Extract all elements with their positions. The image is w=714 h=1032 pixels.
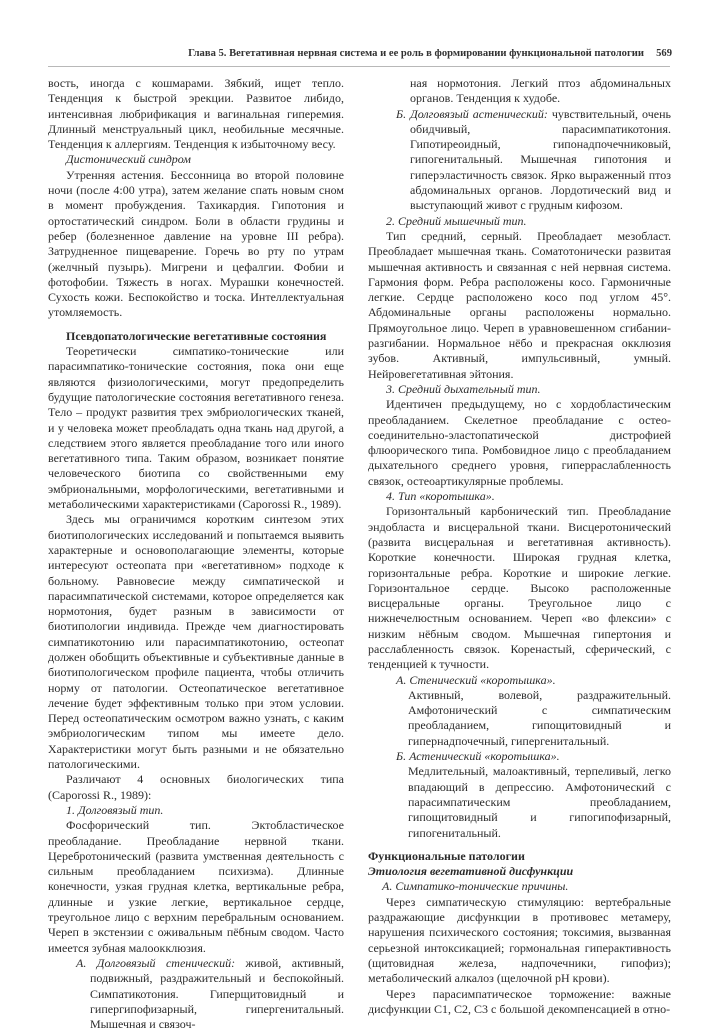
running-title: Глава 5. Вегетативная нервная система и ее роль в формировании функциональной патологии [188, 48, 644, 59]
section-heading-etiology: Этиология вегетативной дисфункции [368, 864, 574, 879]
subtype-b [396, 106, 671, 214]
paragraph: Идентичен предыдущему, но с хордобластическим преобладанием. Скелетное преобладание с остео-соединительно-эластопатической дистрофией флюорического типа. Ромбовидное лицо с преобладанием дыхательного среднего уровня, гиперраслабленность связок, остеоартикулярные проблемы. [368, 397, 671, 488]
running-header [0, 48, 714, 62]
subtype-4b-text: Медлительный, малоактивный, терпеливый, легко впадающий в депрессию. Амфотонический с парасимпатическим преобладанием, гипощитовидный и гипогипофизарный, гипогенитальный. [408, 764, 671, 840]
page-number: 569 [656, 48, 672, 59]
paragraph: Тип средний, серный. Преобладает мезобласт. Преобладает мышечная ткань. Соматотонически развитая мышечная активность и связанная с ней нервная система. Гармония форм. Ребра расположены косо. Гармоничные легкие. Сердце расположено косо под углом 45°. Абдоминальные органы расположены нормально. Прямоугольное лицо. Череп в уравновешенном сгибании-разгибании. Нормальное нёбо и прекрасная окклюзия зубов. Активный, импульсивный, умный. Нейровегетативная эйтония. [368, 228, 671, 381]
paragraph: Фосфорический тип. Эктобластическое преобладание. Преобладание нервной ткани. Церебротонический (развита умственная деятельность с сильным преобладанием психизма). Длинные конечности, узкая грудная клетка, вертикальные ребра, длинные и узкие легкие, вертикальное сердце, треугольное лицо с верхним перебральным основанием. Череп в экстензии с оживальным пёбным сводом. Часто имеется зубная малоокклюзия. [48, 818, 344, 955]
type-label-3: 3. Средний дыхательный тип. [386, 381, 541, 396]
paragraph: Теоретически симпатико-тонические или парасимпатико-тонические состояния, пока они еще являются физиологическими, могут предопределить будущие патологические состояния вегетативного генеза. Тело – продукт развития трех эмбриологических тканей, и у человека может преобладать одна ткань над другой, а следствием этого является преобладание того или иного вегетативного типа. Таким образом, возникает понятие человеческого биотипа со свойственными ему эмбриональными, морфологическими, вегетативными и метаболическими характеристиками (Caporossi R., 1989). [48, 344, 344, 512]
paragraph: Через парасимпатическое торможение: важные дисфункции C1, C2, C3 с большой декомпенсацией в отно- [368, 986, 671, 1016]
subtype-4a-text: Активный, волевой, раздражительный. Амфотонический с симпатическим преобладанием, гипощитовидный и гипернадпочечный, гипергенитальный. [408, 687, 671, 748]
subtype-4b-label: Б. Астенический «коротышка». [396, 749, 560, 764]
subtype-a-text: живой, активный, подвижный, раздражительный и беспокойный. Симпатикотония. Гиперщитовидный и гипергипофизарный, гипергенитальный. Мышечная и связоч- [90, 955, 344, 1032]
paragraph: Различают 4 основных биологических типа (Caporossi R., 1989): [48, 772, 344, 802]
type-label-1: 1. Долговязый тип. [66, 802, 164, 817]
header-rule [48, 66, 670, 67]
left-column [48, 76, 344, 1032]
type-label-2: 2. Средний мышечный тип. [386, 213, 527, 228]
causes-label: А. Симпатико-тонические причины. [382, 879, 569, 894]
right-column [368, 76, 671, 1017]
paragraph: вость, иногда с кошмарами. Зябкий, ищет тепло. Тенденция к быстрой эрекции. Развитое либидо, интенсивная любрификация и вагинальная гиперемия. Длинный менструальный цикл, необильные месячные. Тенденция к аллергиям. Тенденция к избыточному весу. [48, 76, 344, 152]
section-heading-pseudopathological: Псевдопатологические вегетативные состояния [66, 328, 327, 343]
paragraph: Через симпатическую стимуляцию: вертебральные раздражающие дисфункции в противовес метамеру, нарушения психического состояния; токсимия, вызванная серьезной интоксикацией; гормональная гиперактивность (щитовидная железа, надпочечники, гипофиз); метаболический алкалоз (щелочной pH крови). [368, 894, 671, 986]
subtype-4a-label: А. Стенический «коротышка». [396, 672, 556, 687]
subtype-b-text: чувствительный, очень обидчивый, парасимпатикотония. Гипотиреоидный, гипонадпочечниковый, гипогенитальный. Мышечная гипотония и гиперэластичность связок. Ярко выраженный птоз абдоминальных органов. Лордотический вид и выступающий живот с грудным кифозом. [410, 106, 671, 213]
subtype-a [76, 955, 344, 1032]
section-heading-functional: Функциональные патологии [368, 848, 525, 863]
spacer [48, 321, 344, 329]
paragraph: Здесь мы ограничимся коротким синтезом этих биотипологических исследований и попытаемся выявить характерные и основополагающие элементы, которые интересуют остеопата при «вегетативном» подходе к больному. Равновесие между симпатической и парасимпатической системами, которое определяется как нормотония, будет разным в зависимости от биотипологии индивида. Прежде чем диагностировать симпатикотонию или парасимпатикотонию, остеопат должен обобщить объективные и субъективные данные в биотипологическом профиле пациента, чтобы отличить норму от патологии. Остеопатическое вегетативное лечение будет эффективным только при этом условии. Перед остеопатическим осмотром важно узнать, с каким эмбриологическим типом мы имеете дело. Характеристики могут быть разными и не обязательно патологическими. [48, 512, 344, 772]
paragraph: Горизонтальный карбонический тип. Преобладание эндобласта и висцеральной ткани. Висцеротонический (развита висцеральная и вегетативная активность). Короткие конечности. Широкая грудная клетка, горизонтальные ребра. Короткие и широкие легкие. Горизонтальное сердце. Высоко расположенные висцеральные органы. Треугольное лицо с нижнечелюстным основанием. Череп «во флексии» с низким нёбным сводом. Мышечная гипертония и расслабленность связок. Коренастый, сферический, с тенденцией к тучности. [368, 504, 671, 672]
subtype-a-continued: ная нормотония. Легкий птоз абдоминальных органов. Тенденция к худобе. [410, 76, 671, 106]
subtype-a-label: А. Долговязый стенический: [76, 955, 236, 970]
spacer [368, 841, 671, 849]
type-label-4: 4. Тип «коротышка». [386, 489, 495, 504]
paragraph: Утренняя астения. Бессонница во второй половине ночи (после 4:00 утра), затем желание спать новым сном в момент пробуждения. Тахикардия. Гипотония и ортостатический синдром. Боли в области грудины и ребер (болезненное давление на уровне III ребра). Затрудненное пищеварение. Горечь во рту по утрам (желчный пузырь). Мигрени и цефалгии. Фобии и фотофобии. Тяжесть в ногах. Мурашки конечностей. Сухость кожи. Беспокойство и тоска. Интеллектуальная утомляемость. [48, 167, 344, 320]
subtype-b-label: Б. Долговязый астенический: [396, 106, 548, 121]
subheading-dystonic: Дистонический синдром [66, 152, 191, 167]
